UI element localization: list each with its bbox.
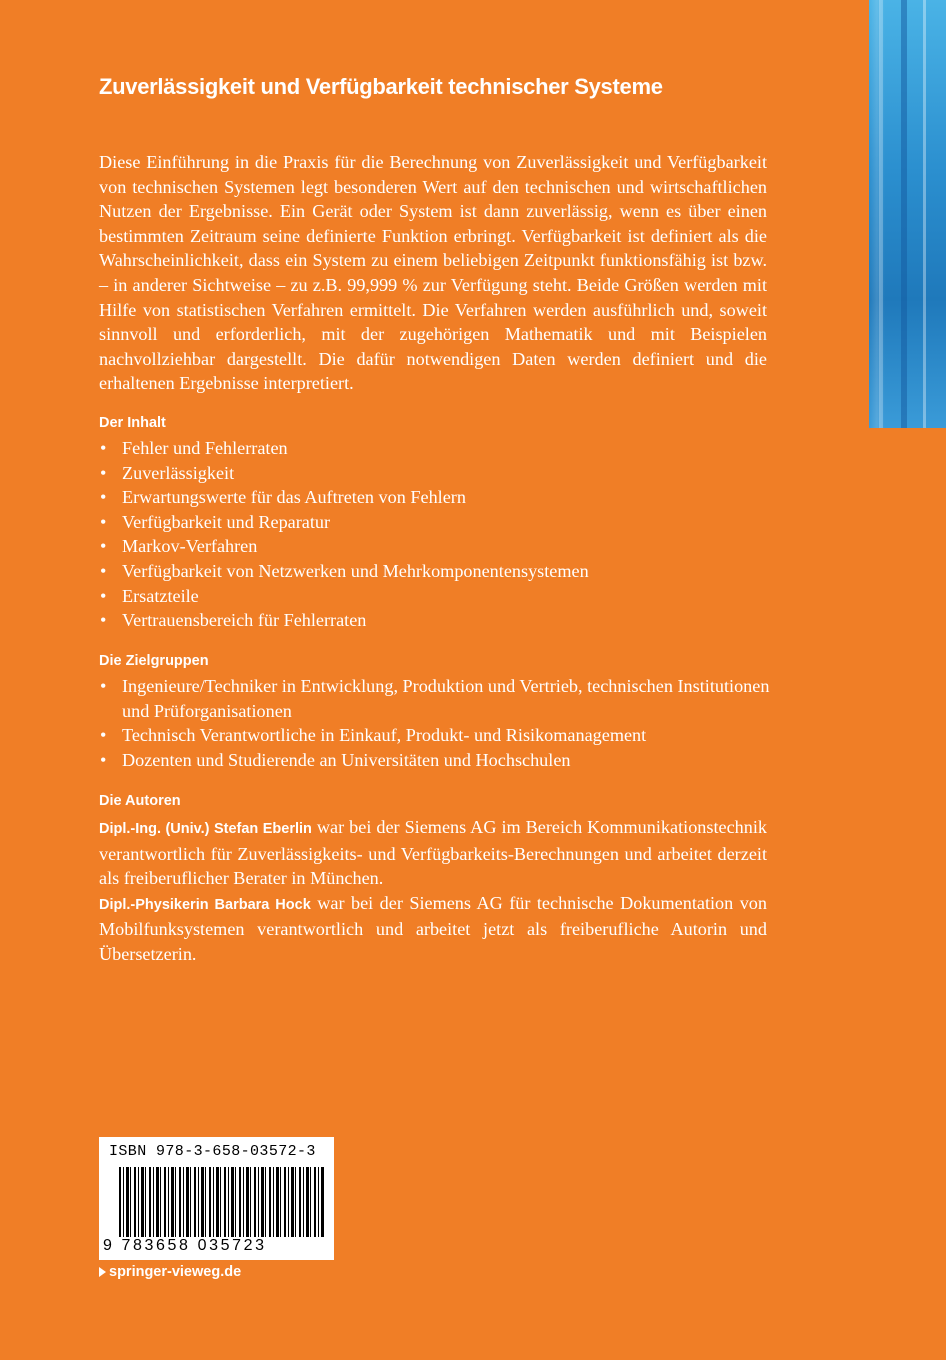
strip-streak bbox=[901, 0, 907, 428]
audience-list bbox=[99, 674, 779, 772]
isbn-label: ISBN 978-3-658-03572-3 bbox=[109, 1143, 316, 1160]
publisher-link[interactable] bbox=[99, 1264, 241, 1280]
list-item: • Verfügbarkeit und Reparatur bbox=[99, 510, 779, 535]
book-title: Zuverlässigkeit und Verfügbarkeit technischer Systeme bbox=[99, 74, 663, 99]
list-item: • Ingenieure/Techniker in Entwicklung, Produktion und Vertrieb, technischen Institutionen und Prüforganisationen bbox=[99, 674, 779, 723]
list-item: • Zuverlässigkeit bbox=[99, 461, 779, 486]
audience-heading: Die Zielgruppen bbox=[99, 653, 209, 669]
author-bio: war bei der Siemens AG für technische Dokumentation von Mobilfunksystemen verantwortlich und arbeitet jetzt als freiberufliche Autorin und Übersetzerin. bbox=[99, 892, 767, 964]
intro-paragraph: Diese Einführung in die Praxis für die Berechnung von Zuverlässigkeit und Verfügbarkeit von technischen Systemen legt besonderen Wert auf den technischen und wirtschaftlichen Nutzen der Ergebnisse. Ein Gerät oder System ist dann zuverlässig, wenn es über einen bestimmten Zeitraum seine definierte Funktion erbringt. Verfügbarkeit ist definiert als die Wahrscheinlichkeit, dass ein System zu einem beliebigen Zeitpunkt funktionsfähig ist bzw. – in anderer Sichtweise – zu z.B. 99,999 % zur Verfügung steht. Beide Größen werden mit Hilfe von statistischen Verfahren ermittelt. Die Verfahren werden ausführlich und, soweit sinnvoll und erforderlich, mit der zugehörigen Mathematik und mit Beispielen nachvollziehbar dargestellt. Die dafür notwendigen Daten werden definiert und die erhaltenen Ergebnisse interpretiert. bbox=[99, 152, 767, 394]
barcode-digits: 9 783658 035723 bbox=[103, 1237, 267, 1254]
list-item: • Fehler und Fehlerraten bbox=[99, 436, 779, 461]
arrow-right-icon bbox=[99, 1267, 106, 1277]
list-item: • Verfügbarkeit von Netzwerken und Mehrkomponentensystemen bbox=[99, 559, 779, 584]
list-item: • Dozenten und Studierende an Universitäten und Hochschulen bbox=[99, 748, 779, 773]
barcode-bars bbox=[119, 1167, 324, 1237]
list-item: • Markov-Verfahren bbox=[99, 534, 779, 559]
authors-heading: Die Autoren bbox=[99, 793, 181, 809]
contents-list bbox=[99, 436, 779, 633]
list-item: • Vertrauensbereich für Fehlerraten bbox=[99, 608, 779, 633]
contents-heading: Der Inhalt bbox=[99, 415, 166, 431]
author-bio: war bei der Siemens AG im Bereich Kommunikationstechnik verantwortlich für Zuverlässigkeits- und Verfügbarkeits-Berechnungen und arbeitet derzeit als freiberuflicher Berater in München. bbox=[99, 817, 767, 889]
isbn-barcode bbox=[99, 1137, 334, 1260]
strip-streak bbox=[923, 0, 926, 428]
decorative-blue-strip bbox=[869, 0, 946, 428]
list-item: • Technisch Verantwortliche in Einkauf, Produkt- und Risikomanagement bbox=[99, 723, 779, 748]
list-item: • Erwartungswerte für das Auftreten von Fehlern bbox=[99, 485, 779, 510]
authors-text bbox=[99, 815, 767, 967]
author-name: Dipl.-Ing. (Univ.) Stefan Eberlin bbox=[99, 821, 312, 837]
publisher-url: springer-vieweg.de bbox=[109, 1264, 242, 1280]
author-name: Dipl.-Physikerin Barbara Hock bbox=[99, 896, 311, 913]
list-item: • Ersatzteile bbox=[99, 584, 779, 609]
strip-streak bbox=[879, 0, 883, 428]
